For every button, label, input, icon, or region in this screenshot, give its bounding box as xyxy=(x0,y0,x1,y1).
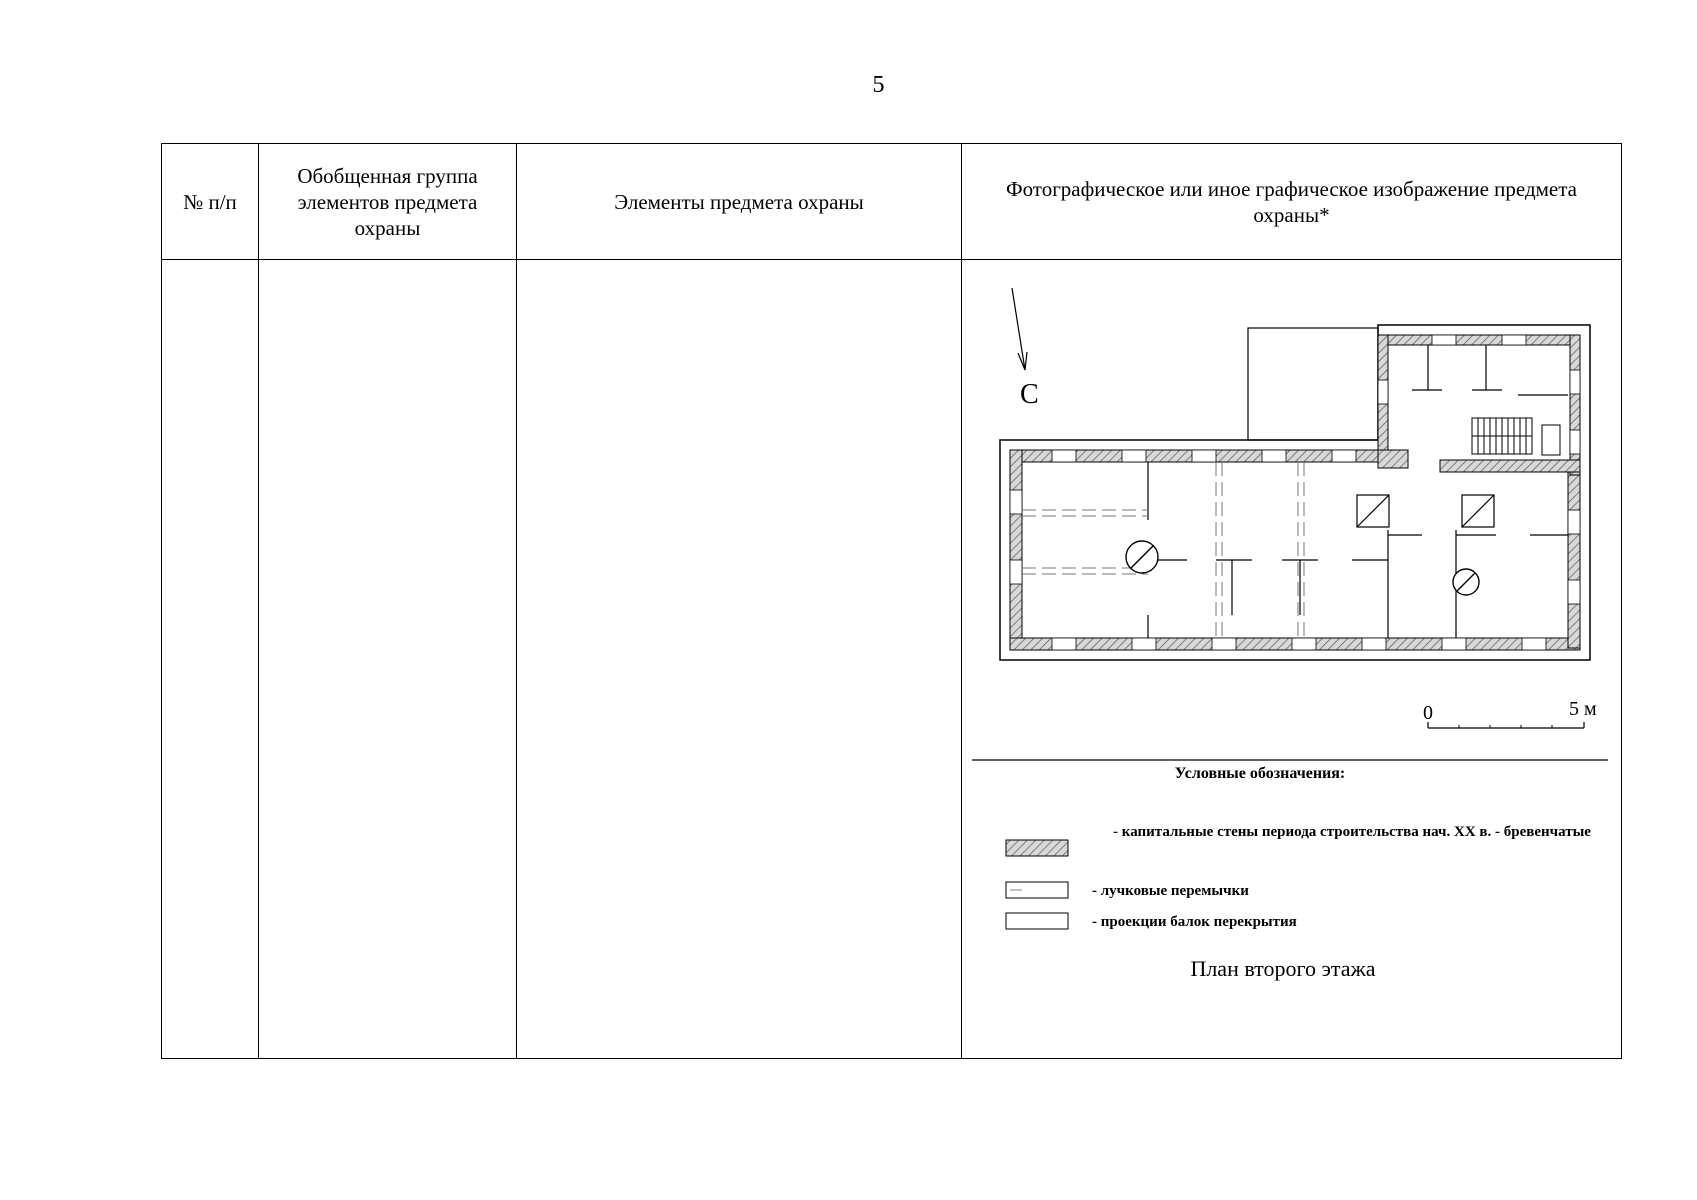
legend-title: Условные обозначения: xyxy=(1174,765,1346,782)
page-number: 5 xyxy=(872,72,885,98)
protection-elements-table xyxy=(161,143,1622,1059)
drawing-caption: План второго этажа xyxy=(1190,956,1376,981)
cell-group xyxy=(259,260,517,1059)
legend-item-beams: - проекции балок перекрытия xyxy=(1092,914,1297,930)
scale-end: 5 м xyxy=(1569,698,1597,720)
cell-image xyxy=(962,260,1622,1059)
legend-swatch-beams xyxy=(1006,913,1068,929)
table-header-row xyxy=(162,144,1622,260)
cell-number xyxy=(162,260,259,1059)
north-label: С xyxy=(1020,379,1039,410)
stairs-icon xyxy=(1472,418,1560,455)
floor-plan-drawing xyxy=(962,260,1620,1056)
table-row xyxy=(162,260,1622,1059)
scale-bar xyxy=(1423,698,1597,728)
legend-swatch-walls xyxy=(1006,840,1068,856)
cell-elements xyxy=(517,260,962,1059)
legend-item-walls: - капитальные стены периода строительства нач. XX в. - бревенчатые xyxy=(1113,824,1591,840)
header-group: Обобщенная группа элементов предмета охраны xyxy=(259,144,517,260)
header-image: Фотографическое или иное графическое изображение предмета охраны* xyxy=(962,144,1622,260)
header-number: № п/п xyxy=(162,144,259,260)
floor-plan xyxy=(1000,325,1590,660)
north-arrow-icon xyxy=(1012,288,1027,370)
header-elements: Элементы предмета охраны xyxy=(517,144,962,260)
scale-start: 0 xyxy=(1423,702,1433,724)
legend-item-lintels: - лучковые перемычки xyxy=(1092,883,1249,899)
